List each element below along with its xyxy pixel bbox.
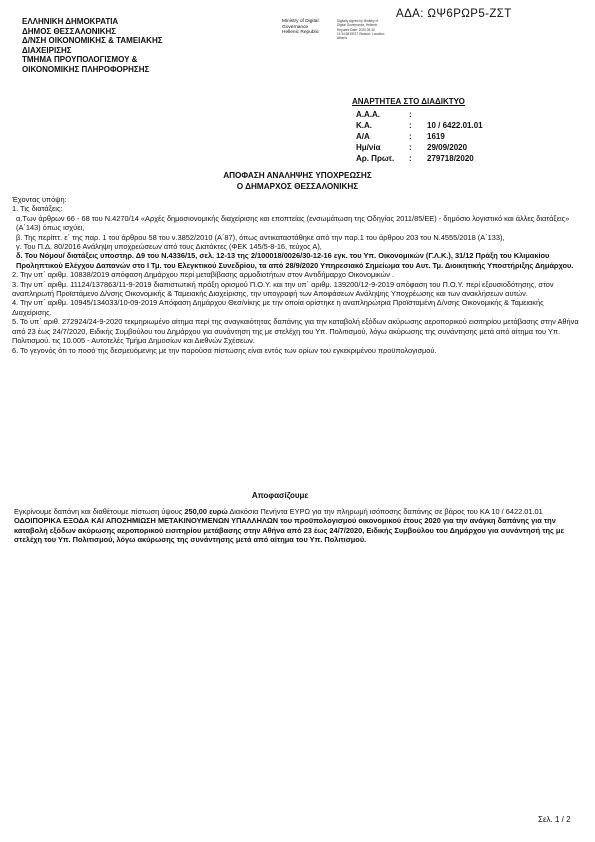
issuer-header (22, 17, 163, 75)
meta-row (356, 143, 483, 154)
meta-row (356, 121, 483, 132)
meta-value: 10 / 6422.01.01 (427, 121, 483, 130)
meta-key: Ημ/νία (356, 143, 381, 152)
meta-key: Α/Α (356, 132, 370, 141)
header-line: ΔΙΑΧΕΙΡΙΣΗΣ (22, 45, 72, 55)
decision-text (14, 507, 580, 545)
meta-value: 279718/2020 (427, 154, 474, 163)
final-part-1: Εγκρίνουμε δαπάνη και διαθέτουμε πίστωση ύψους (14, 507, 185, 516)
page-number: Σελ. 1 / 2 (538, 815, 571, 824)
document-meta (356, 110, 483, 165)
item-3: 3. Την υπ΄ αριθμ. 11124/137863/11-9-2019 διαπιστωτική πράξη ορισμού Π.Ο.Υ. και την υπ΄ αριθμ. 139200/12-9-2019 απόφαση του Π.Ο.Υ. περί εξουσιοδότησης, στον αναπληρωτή Προϊστάμενο Δ/νσης Οικονομικής & Ταμειακής Διαχείρισης, την υπογραφή των Αποφάσεων Ανάληψης Υποχρέωσης και των ανακλήσεων αυτών. (12, 279, 554, 299)
item-1a: α.Των άρθρων 66 - 68 του Ν.4270/14 «Αρχές δημοσιονομικής διαχείρισης και εποπτείας (ενσωμάτωση της Οδηγίας 2011/85/ΕΕ) - δημόσιο λογιστικό και άλλες διατάξεις» (Α΄143) όπως ισχύει, (16, 213, 570, 233)
meta-row (356, 154, 483, 165)
item-1d: δ. Του Νόμου/ διατάξεις υποστηρ. Δ9 του Ν.4336/15, σελ. 12-13 της 2/100018/0026/30-12-16 εγκ. του Υπ. Οικονομικών (Γ.Λ.Κ.), 31/12 Πράξη του Κλιμακίου Προληπτικού Ελέγχου Δαπανών στο Ι Τμ. του Ελεγκτικού Συνεδρίου, τα από 28/9/2020 Υπηρεσιακό Σημείωμα του Αυτ. Τμ. Διοικητικής Υποστήριξης Δημάρχου. (16, 251, 574, 270)
item-1c: γ. Του Π.Δ. 80/2016 Ανάληψη υποχρεώσεων από τους Διατάκτες (ΦΕΚ 145/5-8-16, τεύχος Α), (16, 242, 322, 252)
considerations (12, 195, 580, 355)
header-line: ΟΙΚΟΝΟΜΙΚΗΣ ΠΛΗΡΟΦΟΡΗΣΗΣ (22, 64, 150, 74)
decision-title (0, 171, 595, 192)
posting-note: ΑΝΑΡΤΗΤΕΑ ΣΤΟ ΔΙΑΔΙΚΤΥΟ (352, 97, 465, 106)
stamp-line: Hellenic Republic (282, 30, 320, 36)
title-line: ΑΠΟΦΑΣΗ ΑΝΑΛΗΨΗΣ ΥΠΟΧΡΕΩΣΗΣ (223, 171, 372, 180)
meta-colon: : (409, 132, 412, 141)
meta-colon: : (409, 154, 412, 163)
final-part-2: Διακόσια Πενήντα ΕΥΡΩ για την πληρωμή ισόποσης δαπάνης σε βάρος του ΚΑ 10 / 6422.01.01 (227, 507, 543, 516)
header-line: ΔΗΜΟΣ ΘΕΣΣΑΛΟΝΙΚΗΣ (22, 26, 117, 36)
header-line: ΤΜΗΜΑ ΠΡΟΥΠΟΛΟΓΙΣΜΟΥ & (22, 55, 138, 65)
decision-heading: Αποφασίζουμε (251, 491, 309, 500)
digital-signature-stamp (282, 19, 319, 36)
final-code-name: ΟΔΟΙΠΟΡΙΚΑ ΕΞΟΔΑ ΚΑΙ ΑΠΟΖΗΜΙΩΣΗ ΜΕΤΑΚΙΝΟΥΜΕΝΩΝ ΥΠΑΛΛΗΛΩΝ (14, 516, 279, 526)
stamp-line: Ministry of Digital (282, 19, 319, 24)
meta-value: 1619 (427, 132, 445, 141)
meta-value (427, 110, 483, 121)
meta-colon: : (409, 121, 412, 130)
meta-colon: : (409, 143, 412, 152)
final-amount: 250,00 ευρώ (184, 507, 228, 516)
item-5: 5. Το υπ΄ αριθ. 272924/24-9-2020 τεκμηριωμένο αίτημα περί της αναγκαιότητας δαπάνης για την καταβολή εξόδων ακύρωσης αεροπορικού εισιτηρίου μετάβασης στην Αθήνα από 23 έως 24/7/2020, Ειδικής Συμβούλου του Δημάρχου για συνάντηση της με στελέχη του Υπ. Πολιτισμού, λόγω ακύρωσης της συνάντησης μετά από αίτημα του Υπ. Πολιτισμού. τις 10.005 - Αυτοτελές Τμήμα Δημοσίων και Διεθνών Σχέσεων. (12, 317, 579, 346)
meta-key: Α.Α.Α. (356, 110, 380, 119)
intro-text: Έχοντας υπόψη: (12, 195, 67, 204)
item-4: 4. Την υπ΄ αριθμ. 10945/134033/10-09-2019 Απόφαση Δημάρχου Θεσ/νίκης με την οποία ορίστηκε η αναπληρώτρια Προϊσταμένη Δ/νσης Οικονομικής & Ταμειακής Διαχείρισης. (12, 298, 544, 317)
item-2: 2. Την υπ΄ αριθμ. 10838/2019 απόφαση Δημάρχου περί μεταβίβασης αρμοδιοτήτων στον Αντιδήμαρχο Οικονομικών . (12, 270, 395, 280)
meta-row (356, 110, 483, 121)
item-1: 1. Τις διατάξεις: (12, 204, 63, 214)
meta-key: Κ.Α. (356, 121, 372, 130)
header-line: ΕΛΛΗΝΙΚΗ ΔΗΜΟΚΡΑΤΙΑ (22, 17, 119, 26)
meta-row (356, 132, 483, 143)
stamp-line: Governance (282, 24, 309, 30)
meta-colon: : (409, 110, 412, 119)
title-line: Ο ΔΗΜΑΡΧΟΣ ΘΕΣΣΑΛΟΝΙΚΗΣ (236, 181, 359, 191)
item-6: 6. Το γεγονός ότι το ποσό της δεσμευόμενης με την παρούσα πίστωσης είναι εντός των ορίων του εγκεκριμένου προϋπολογισμού. (12, 345, 437, 355)
meta-key: Αρ. Πρωτ. (356, 154, 395, 163)
header-line: Δ/ΝΣΗ ΟΙΚΟΝΟΜΙΚΗΣ & ΤΑΜΕΙΑΚΗΣ (22, 36, 163, 46)
ada-code: ΑΔΑ: ΩΨ6ΡΩΡ5-ΖΣΤ (396, 8, 512, 20)
meta-value: 29/09/2020 (427, 143, 468, 152)
final-part-3: του προϋπολογισμού οικονομικού έτους 2020 για την ανάγκη δαπάνης για την καταβολή εξόδων ακύρωσης αεροπορικού εισιτηρίου μετάβασης στην Αθήνα από 23 έως 24/7/2020, Ειδικής Συμβούλου του Δημάρχου για συνάντησή της με στελέχη του Υπ. Πολιτισμού, λόγω ακύρωσης της συνάντησης μετά από αίτημα του Υπ. Πολιτισμού. (14, 516, 564, 545)
stamp-signature-text: Digitally signed by Ministry of Digital Governance, Hellenic Republic Date: 2020.09.30 11:34:38 EEST Reason: Location: Athens (337, 19, 385, 41)
item-1b: β. Της περίπτ. ε΄ της παρ. 1 του άρθρου 58 του ν.3852/2010 (Α΄87), όπως αντικαταστάθηκε από την παρ.1 του άρθρου 203 του Ν.4555/2018 (Α΄133), (16, 232, 505, 242)
